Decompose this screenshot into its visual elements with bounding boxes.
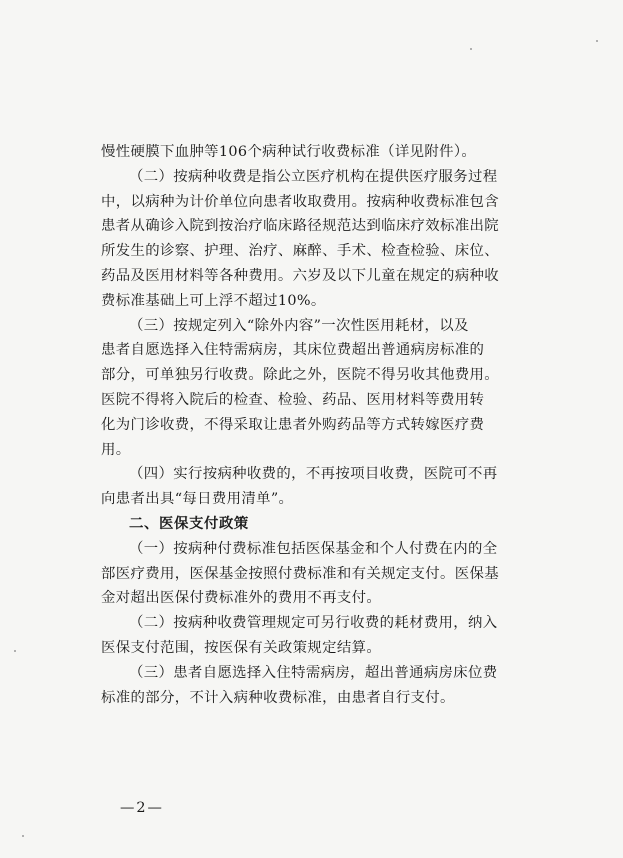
text-line: （二）按病种收费管理规定可另行收费的耗材费用，纳入 <box>129 615 498 632</box>
section-heading: 二、医保支付政策 <box>129 514 249 532</box>
text-line: （四）实行按病种收费的，不再按项目收费，医院可不再 <box>129 466 498 483</box>
scan-speck <box>596 40 598 42</box>
text-line: 药品及医用材料等各种费用。六岁及以下儿童在规定的病种收 <box>101 267 499 284</box>
scan-speck <box>14 650 16 652</box>
text-line: （三）按规定列入“除外内容”一次性医用耗材，以及 <box>129 317 469 334</box>
text-line: 患者自愿选择入住特需病房，其床位费超出普通病房标准的 <box>101 342 485 359</box>
text-line: （二）按病种收费是指公立医疗机构在提供医疗服务过程 <box>129 168 498 185</box>
text-line: 中，以病种为计价单位向患者收取费用。按病种收费标准包含 <box>101 193 499 210</box>
text-line: 医保支付范围，按医保有关政策规定结算。 <box>101 639 382 656</box>
text-line: 标准的部分，不计入病种收费标准，由患者自行支付。 <box>101 689 455 706</box>
scan-speck <box>22 835 24 837</box>
text-line: 金对超出医保付费标准外的费用不再支付。 <box>101 590 382 607</box>
page-number: —2— <box>120 800 164 816</box>
text-line: 医院不得将入院后的检查、检验、药品、医用材料等费用转 <box>101 391 485 408</box>
text-line: 用。 <box>101 441 131 458</box>
text-line: 部分，可单独另行收费。除此之外，医院不得另收其他费用。 <box>101 367 499 384</box>
text-line: 部医疗费用，医保基金按照付费标准和有关规定支付。医保基 <box>101 565 499 582</box>
text-line: （一）按病种付费标准包括医保基金和个人付费在内的全 <box>129 540 498 557</box>
scan-speck <box>470 48 472 50</box>
text-line: 化为门诊收费，不得采取让患者外购药品等方式转嫁医疗费 <box>101 416 485 433</box>
text-line: 所发生的诊察、护理、治疗、麻醉、手术、检查检验、床位、 <box>101 243 499 260</box>
text-line: 慢性硬膜下血肿等106个病种试行收费标准（详见附件）。 <box>101 144 477 160</box>
text-line: （三）患者自愿选择入住特需病房，超出普通病房床位费 <box>129 664 498 681</box>
text-line: 患者从确诊入院到按治疗临床路径规范达到临床疗效标准出院 <box>101 218 499 235</box>
text-line: 费标准基础上可上浮不超过10%。 <box>101 292 326 309</box>
text-line: 向患者出具“每日费用清单”。 <box>101 491 294 508</box>
